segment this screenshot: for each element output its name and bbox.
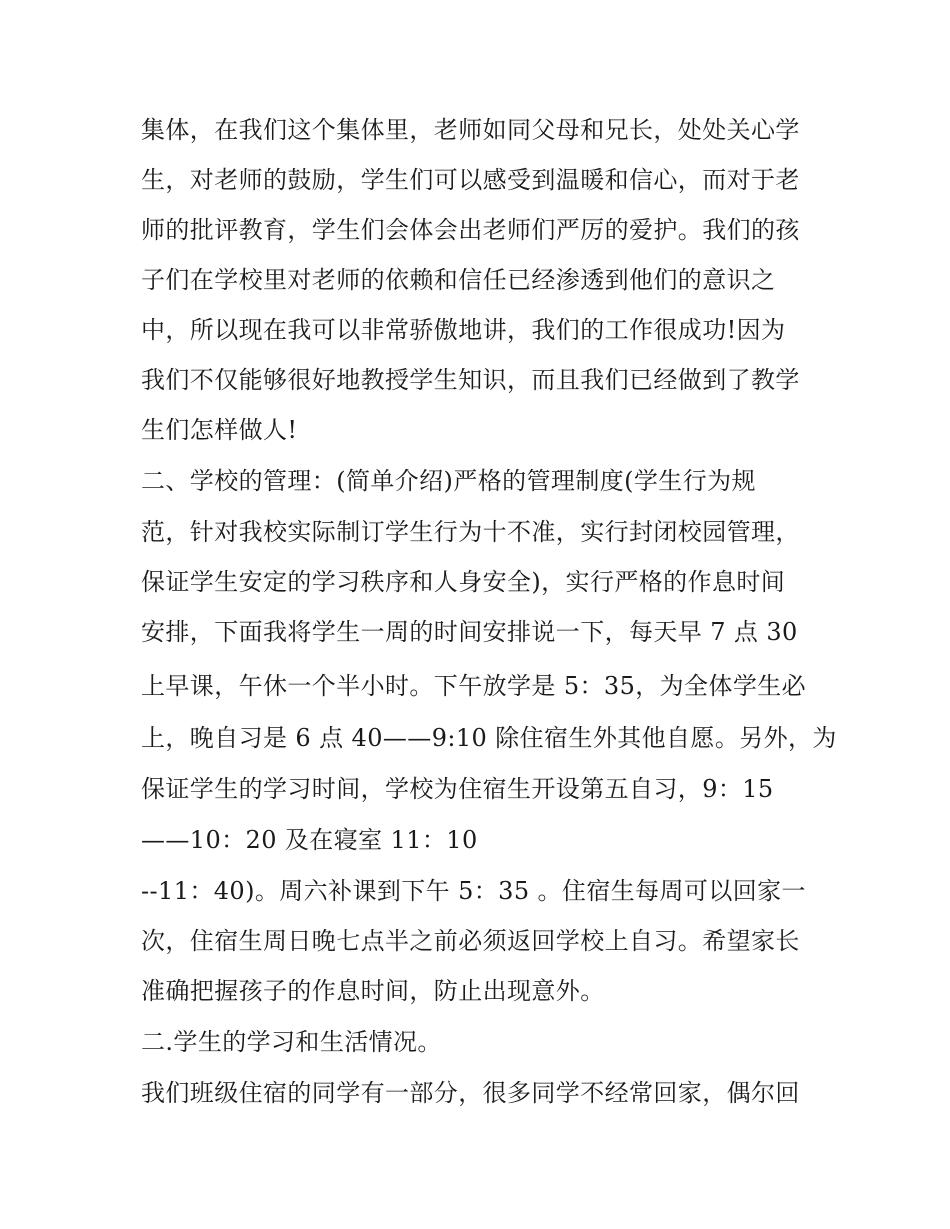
text-line: 上早课，午休一个半小时。下午放学是 5：35，为全体学生必 [141,672,807,700]
text-line: 生，对老师的鼓励，学生们可以感受到温暖和信心，而对于老 [141,166,800,194]
text-line: 保证学生的学习时间，学校为住宿生开设第五自习，9：15 [141,775,774,803]
text-line: 我们班级住宿的同学有一部分，很多同学不经常回家，偶尔回 [141,1079,800,1107]
text-line: 准确把握孩子的作息时间，防止出现意外。 [141,977,605,1005]
section-heading: 二、学校的管理：(简单介绍)严格的管理制度(学生行为规 [141,467,756,495]
text-line: 次，住宿生周日晚七点半之前必须返回学校上自习。希望家长 [141,927,800,955]
text-line: 子们在学校里对老师的依赖和信任已经渗透到他们的意识之 [141,266,776,294]
text-line: --11：40)。周六补课到下午 5：35 。住宿生每周可以回家一 [141,877,806,905]
text-line: 中，所以现在我可以非常骄傲地讲，我们的工作很成功!因为 [141,316,786,344]
text-line: 保证学生安定的学习秩序和人身安全)，实行严格的作息时间 [141,568,786,596]
text-line: 上，晚自习是 6 点 40——9:10 除住宿生外其他自愿。另外，为 [141,724,837,752]
text-line: 我们不仅能够很好地教授学生知识，而且我们已经做到了教学 [141,366,800,394]
section-heading: 二.学生的学习和生活情况。 [141,1028,442,1056]
text-line: 生们怎样做人! [141,416,298,444]
text-line: ——10：20 及在寝室 11：10 [141,826,478,854]
text-line: 师的批评教育，学生们会体会出老师们严厉的爱护。我们的孩 [141,216,800,244]
text-line: 安排，下面我将学生一周的时间安排说一下，每天早 7 点 30 [141,618,798,646]
text-line: 集体，在我们这个集体里，老师如同父母和兄长，处处关心学 [141,116,800,144]
text-line: 范，针对我校实际制订学生行为十不准，实行封闭校园管理， [141,518,800,546]
